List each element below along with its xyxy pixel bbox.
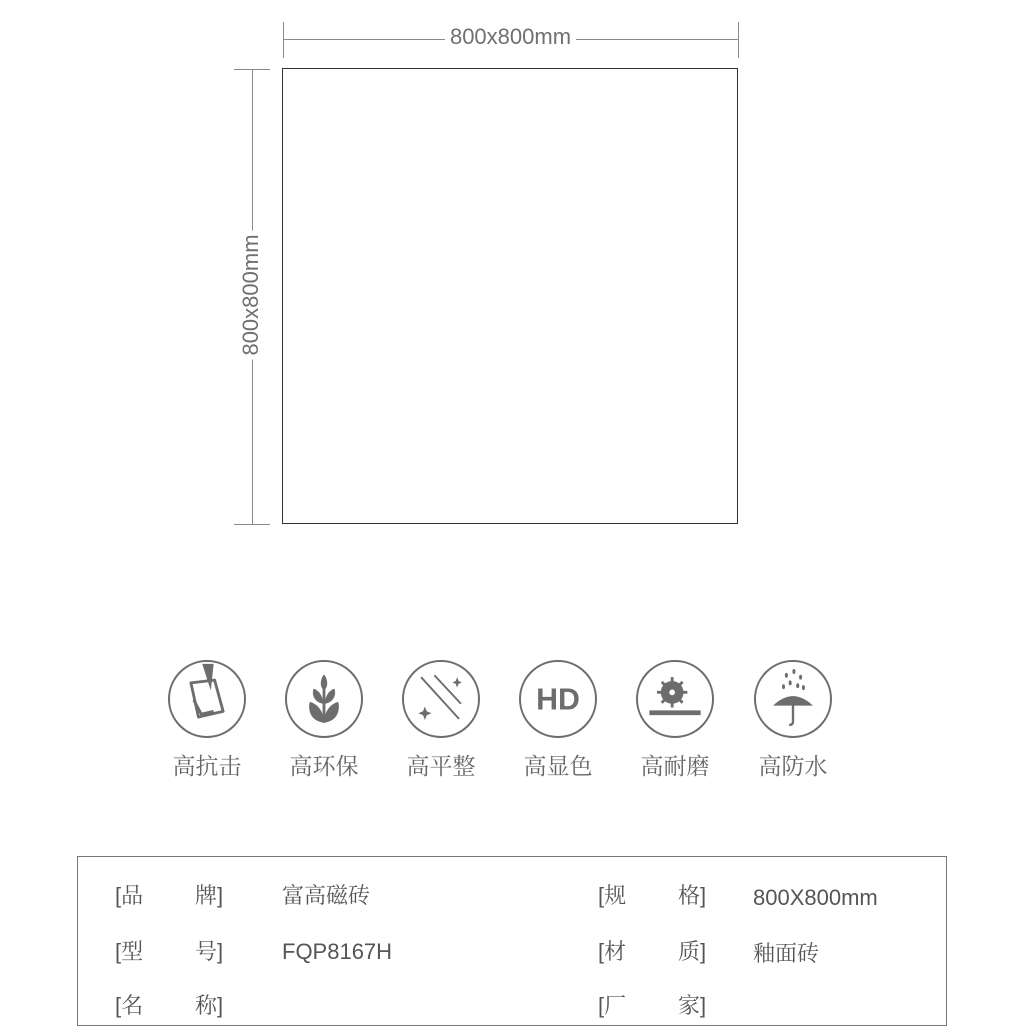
spec-value-material: 釉面砖 [753,941,820,966]
feature-label: 高显色 [523,754,593,780]
spec-key-size-close: 格] [678,883,707,908]
top-dim-tick-right [738,22,739,58]
feature-hd [503,660,613,782]
feature-label: 高环保 [289,754,359,780]
spec-table [77,856,947,1026]
saw-blade-wear-icon [636,660,714,738]
spec-key-size-open: [规 [598,883,627,908]
height-dimension-label: 800x800mm [238,230,264,359]
umbrella-rain-icon [754,660,832,738]
spec-key-brand-close: 牌] [195,883,224,908]
svg-text:HD: HD [536,683,580,717]
flatness-icon [402,660,480,738]
spec-key-model-close: 号] [195,939,224,964]
spec-key-row3-right-open: [厂 [598,993,627,1018]
spec-key-material-open: [材 [598,939,627,964]
feature-waterproof [738,660,848,782]
eco-leaf-icon [285,660,363,738]
feature-wear [620,660,730,782]
feature-label: 高抗击 [172,754,242,780]
spec-key-material-close: 质] [678,939,707,964]
feature-eco [269,660,379,782]
hd-icon [519,660,597,738]
tile-outline [282,68,738,524]
spec-key-brand-open: [品 [115,883,144,908]
spec-value-size: 800X800mm [753,885,878,910]
spec-value-model: FQP8167H [282,939,393,964]
spec-value-brand: 富高磁砖 [282,883,371,908]
feature-impact [152,660,262,782]
spec-key-row3-close: 称] [195,993,224,1018]
feature-flat [386,660,496,782]
spec-key-row3-open: [名 [115,993,144,1018]
feature-label: 高平整 [406,754,476,780]
impact-resistance-icon [168,660,246,738]
spec-key-model-open: [型 [115,939,144,964]
spec-key-row3-right-close: 家] [678,993,707,1018]
width-dimension-label: 800x800mm [283,22,738,52]
feature-label: 高耐磨 [640,754,710,780]
feature-label: 高防水 [758,754,828,780]
